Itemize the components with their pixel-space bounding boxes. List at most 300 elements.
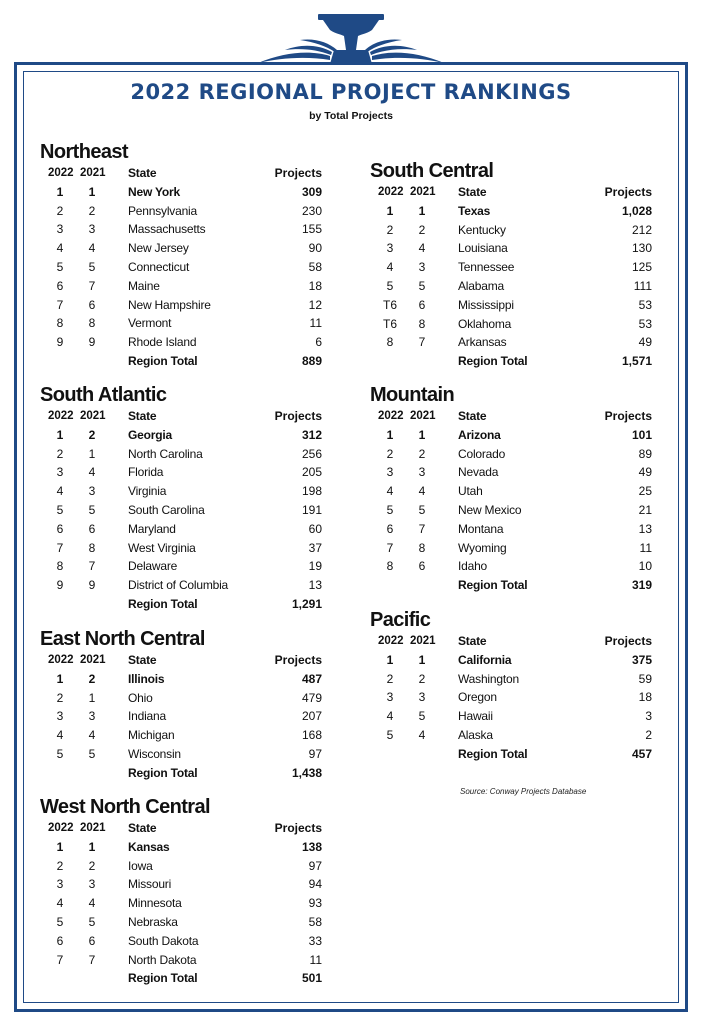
- table-row: [40, 258, 330, 277]
- table-row: [40, 670, 330, 689]
- rank-2022: 8: [56, 316, 64, 331]
- rank-2022: 1: [386, 203, 394, 218]
- crest-emblem: [0, 0, 702, 70]
- project-count: 11: [639, 540, 652, 555]
- rank-2021: 1: [418, 427, 426, 442]
- column-header-state: State: [458, 634, 487, 648]
- table-row: [40, 463, 330, 482]
- rank-2021: 5: [418, 709, 426, 724]
- rank-2022: 9: [56, 335, 64, 350]
- table-row: [40, 539, 330, 558]
- project-count: 59: [638, 671, 652, 686]
- project-count: 58: [308, 259, 322, 274]
- column-header-projects: Projects: [274, 166, 322, 180]
- rank-2022: 5: [386, 502, 394, 517]
- region-total-label: Region Total: [458, 746, 528, 761]
- column-header-2021: 2021: [80, 167, 106, 179]
- table-row: [370, 221, 660, 240]
- region-heading: East North Central: [40, 628, 205, 650]
- state-name: Ohio: [128, 690, 153, 705]
- table-row: [40, 913, 330, 932]
- table-row: [370, 463, 660, 482]
- column-header-projects: Projects: [274, 653, 322, 667]
- region-total-value: 319: [631, 578, 652, 593]
- rank-2021: 2: [88, 858, 96, 873]
- state-name: Connecticut: [128, 259, 190, 274]
- state-name: New Mexico: [458, 502, 522, 517]
- table-row: [40, 482, 330, 501]
- state-name: District of Columbia: [128, 578, 229, 593]
- state-name: South Dakota: [128, 933, 199, 948]
- table-row: [370, 707, 660, 726]
- region-total-value: 1,571: [621, 354, 652, 369]
- region-pacific: [370, 608, 660, 764]
- rank-2021: 2: [418, 222, 426, 237]
- region-heading: Northeast: [40, 141, 128, 163]
- rank-2022: 1: [56, 671, 64, 686]
- rank-2022: 8: [386, 559, 394, 574]
- region-heading: West North Central: [40, 796, 210, 818]
- rank-2022: 2: [386, 671, 394, 686]
- project-count: 1,028: [621, 203, 652, 218]
- column-header-2022: 2022: [48, 654, 74, 666]
- region-total-value: 889: [301, 353, 322, 368]
- rank-2022: 3: [56, 222, 64, 237]
- region-total-value: 457: [631, 746, 652, 761]
- project-count: 60: [308, 521, 322, 536]
- table-row: [40, 183, 330, 202]
- rank-2022: 7: [56, 952, 64, 967]
- rank-2021: 5: [418, 502, 426, 517]
- table-row: [370, 557, 660, 576]
- project-count: 3: [645, 709, 652, 724]
- column-header-row: [40, 651, 330, 670]
- rank-2022: 4: [386, 260, 394, 275]
- rank-2021: 2: [88, 203, 96, 218]
- region-heading: Mountain: [370, 384, 455, 406]
- column-header-2021: 2021: [80, 822, 106, 834]
- table-row: [40, 220, 330, 239]
- rank-2021: 3: [88, 222, 96, 237]
- rank-2021: 6: [418, 559, 426, 574]
- column-header-2021: 2021: [80, 654, 106, 666]
- column-header-row: [40, 407, 330, 426]
- region-total-row: [370, 745, 660, 764]
- rank-2021: 5: [418, 278, 426, 293]
- rank-2021: 8: [88, 540, 96, 555]
- region-total-label: Region Total: [128, 596, 198, 611]
- region-total-row: [40, 764, 330, 783]
- project-count: 49: [638, 335, 652, 350]
- table-row: [370, 520, 660, 539]
- rank-2021: 7: [418, 521, 426, 536]
- table-row: [40, 277, 330, 296]
- rank-2021: 1: [88, 690, 96, 705]
- project-count: 479: [301, 690, 322, 705]
- column-header-state: State: [128, 166, 157, 180]
- table-row: [370, 445, 660, 464]
- state-name: Illinois: [128, 671, 165, 686]
- project-count: 18: [638, 690, 652, 705]
- rank-2022: T6: [382, 316, 397, 331]
- region-heading: South Atlantic: [40, 384, 167, 406]
- rank-2021: 2: [418, 671, 426, 686]
- rank-2021: 1: [88, 184, 96, 199]
- state-name: Wisconsin: [128, 746, 181, 761]
- rank-2022: 3: [56, 465, 64, 480]
- project-count: 53: [638, 297, 652, 312]
- rank-2022: 5: [56, 502, 64, 517]
- rank-2022: 4: [56, 728, 64, 743]
- project-count: 11: [309, 316, 322, 331]
- state-name: Minnesota: [128, 896, 182, 911]
- region-south-atlantic: [40, 383, 330, 614]
- rank-2022: 5: [56, 914, 64, 929]
- project-count: 191: [301, 502, 322, 517]
- region-total-row: [370, 352, 660, 371]
- rank-2022: 3: [386, 690, 394, 705]
- rank-2021: 8: [418, 316, 426, 331]
- project-count: 19: [308, 559, 322, 574]
- state-name: Florida: [128, 465, 164, 480]
- project-count: 6: [315, 335, 322, 350]
- page-subtitle: by Total Projects: [309, 110, 393, 122]
- state-name: North Dakota: [128, 952, 197, 967]
- table-row: [40, 501, 330, 520]
- rank-2022: 6: [56, 278, 64, 293]
- column-header-2021: 2021: [410, 410, 436, 422]
- state-name: Oregon: [458, 690, 497, 705]
- state-name: Michigan: [128, 728, 175, 743]
- project-count: 53: [638, 316, 652, 331]
- state-name: Maine: [128, 278, 160, 293]
- rank-2022: 6: [56, 933, 64, 948]
- project-count: 21: [638, 502, 652, 517]
- state-name: Delaware: [128, 559, 178, 574]
- table-row: [40, 445, 330, 464]
- state-name: Tennessee: [458, 260, 515, 275]
- region-total-row: [40, 595, 330, 614]
- state-name: Missouri: [128, 877, 172, 892]
- state-name: Louisiana: [458, 241, 508, 256]
- rank-2022: 5: [386, 278, 394, 293]
- project-count: 13: [308, 578, 322, 593]
- column-header-state: State: [458, 409, 487, 423]
- rank-2021: 5: [88, 914, 96, 929]
- rank-2022: 3: [56, 709, 64, 724]
- table-row: [370, 426, 660, 445]
- rank-2021: 3: [88, 484, 96, 499]
- project-count: 13: [638, 521, 652, 536]
- state-name: Texas: [458, 203, 491, 218]
- project-count: 33: [308, 933, 322, 948]
- rank-2021: 2: [88, 427, 96, 442]
- region-west-north-central: [40, 795, 330, 988]
- rank-2022: 2: [56, 690, 64, 705]
- project-count: 90: [308, 241, 322, 256]
- project-count: 10: [638, 559, 652, 574]
- project-count: 198: [301, 484, 322, 499]
- rank-2022: 2: [386, 222, 394, 237]
- rank-2021: 9: [88, 335, 96, 350]
- column-header-state: State: [128, 653, 157, 667]
- table-row: [40, 857, 330, 876]
- project-count: 130: [631, 241, 652, 256]
- project-count: 205: [301, 465, 322, 480]
- table-row: [40, 239, 330, 258]
- rank-2022: 1: [56, 839, 64, 854]
- state-name: Arkansas: [458, 335, 507, 350]
- state-name: New York: [128, 184, 180, 199]
- region-total-row: [40, 352, 330, 371]
- table-row: [370, 670, 660, 689]
- rank-2022: 2: [56, 446, 64, 461]
- rank-2022: 7: [56, 540, 64, 555]
- state-name: Alabama: [458, 278, 504, 293]
- region-total-row: [370, 576, 660, 595]
- rank-2022: 8: [386, 335, 394, 350]
- column-header-2022: 2022: [378, 635, 404, 647]
- state-name: Vermont: [128, 316, 172, 331]
- rank-2022: 6: [386, 521, 394, 536]
- rank-2022: 2: [56, 858, 64, 873]
- state-name: Pennsylvania: [128, 203, 197, 218]
- region-total-row: [40, 969, 330, 988]
- source-note: Source: Conway Projects Database: [460, 787, 587, 796]
- state-name: Virginia: [128, 484, 167, 499]
- rank-2022: 5: [56, 259, 64, 274]
- column-header-state: State: [128, 821, 157, 835]
- project-count: 58: [308, 914, 322, 929]
- state-name: Mississippi: [458, 297, 514, 312]
- state-name: Colorado: [458, 446, 506, 461]
- column-header-2021: 2021: [410, 186, 436, 198]
- column-header-2022: 2022: [48, 410, 74, 422]
- state-name: Alaska: [458, 727, 493, 742]
- rank-2021: 4: [88, 896, 96, 911]
- column-header-state: State: [128, 409, 157, 423]
- state-name: Idaho: [458, 559, 488, 574]
- table-row: [40, 707, 330, 726]
- region-total-label: Region Total: [458, 578, 528, 593]
- project-count: 101: [631, 427, 652, 442]
- table-row: [40, 726, 330, 745]
- table-row: [370, 726, 660, 745]
- state-name: Maryland: [128, 521, 176, 536]
- rank-2022: 9: [56, 578, 64, 593]
- rank-2021: 1: [418, 203, 426, 218]
- project-count: 212: [631, 222, 652, 237]
- project-count: 155: [301, 222, 322, 237]
- state-name: Indiana: [128, 709, 166, 724]
- region-total-label: Region Total: [128, 971, 198, 986]
- rank-2021: 4: [88, 728, 96, 743]
- table-row: [370, 239, 660, 258]
- rank-2021: 6: [88, 521, 96, 536]
- state-name: Iowa: [128, 858, 153, 873]
- table-row: [370, 651, 660, 670]
- project-count: 138: [301, 839, 322, 854]
- column-header-2021: 2021: [80, 410, 106, 422]
- table-row: [40, 745, 330, 764]
- rank-2021: 6: [88, 297, 96, 312]
- project-count: 89: [638, 446, 652, 461]
- rank-2021: 6: [418, 297, 426, 312]
- rank-2021: 4: [88, 241, 96, 256]
- region-east-north-central: [40, 627, 330, 783]
- state-name: California: [458, 652, 512, 667]
- rank-2022: 8: [56, 559, 64, 574]
- state-name: North Carolina: [128, 446, 203, 461]
- rank-2021: 8: [418, 540, 426, 555]
- region-northeast: [40, 140, 330, 371]
- table-row: [370, 539, 660, 558]
- column-header-row: [370, 183, 660, 202]
- project-count: 94: [308, 877, 322, 892]
- table-row: [40, 314, 330, 333]
- rank-2021: 9: [88, 578, 96, 593]
- column-header-2022: 2022: [48, 822, 74, 834]
- rank-2021: 7: [88, 559, 96, 574]
- project-count: 37: [308, 540, 322, 555]
- table-row: [370, 482, 660, 501]
- rank-2022: 5: [386, 727, 394, 742]
- table-row: [40, 557, 330, 576]
- table-row: [40, 838, 330, 857]
- region-total-label: Region Total: [128, 765, 198, 780]
- region-total-label: Region Total: [128, 353, 198, 368]
- column-header-projects: Projects: [604, 409, 652, 423]
- region-heading: Pacific: [370, 609, 431, 631]
- state-name: Utah: [458, 484, 483, 499]
- rank-2021: 8: [88, 316, 96, 331]
- rank-2021: 4: [418, 727, 426, 742]
- column-header-2021: 2021: [410, 635, 436, 647]
- column-header-2022: 2022: [378, 186, 404, 198]
- table-row: [370, 296, 660, 315]
- project-count: 97: [308, 746, 322, 761]
- rank-2022: 4: [56, 241, 64, 256]
- project-count: 111: [633, 278, 652, 293]
- table-row: [40, 894, 330, 913]
- state-name: Hawaii: [458, 709, 493, 724]
- column-header-projects: Projects: [604, 634, 652, 648]
- table-row: [370, 202, 660, 221]
- state-name: South Carolina: [128, 502, 205, 517]
- column-header-2022: 2022: [378, 410, 404, 422]
- rank-2021: 4: [88, 465, 96, 480]
- table-row: [40, 520, 330, 539]
- rank-2021: 1: [88, 446, 96, 461]
- rank-2022: 1: [386, 427, 394, 442]
- rank-2022: 4: [56, 484, 64, 499]
- rank-2021: 3: [88, 709, 96, 724]
- table-row: [40, 932, 330, 951]
- page-title: 2022 REGIONAL PROJECT RANKINGS: [130, 80, 572, 104]
- state-name: Georgia: [128, 427, 172, 442]
- rank-2022: 3: [386, 465, 394, 480]
- table-row: [370, 315, 660, 334]
- rank-2022: 7: [56, 297, 64, 312]
- rank-2021: 3: [418, 690, 426, 705]
- rank-2022: 1: [386, 652, 394, 667]
- rank-2021: 4: [418, 484, 426, 499]
- rank-2022: 3: [386, 241, 394, 256]
- project-count: 312: [301, 427, 322, 442]
- rank-2022: 6: [56, 521, 64, 536]
- project-count: 97: [308, 858, 322, 873]
- rank-2021: 1: [418, 652, 426, 667]
- table-row: [40, 951, 330, 970]
- column-header-row: [40, 819, 330, 838]
- rank-2021: 7: [88, 278, 96, 293]
- column-header-row: [40, 164, 330, 183]
- state-name: Arizona: [458, 427, 501, 442]
- rank-2022: 2: [56, 203, 64, 218]
- project-count: 93: [308, 896, 322, 911]
- state-name: Washington: [458, 671, 519, 686]
- project-count: 12: [308, 297, 322, 312]
- state-name: Oklahoma: [458, 316, 512, 331]
- table-row: [40, 689, 330, 708]
- project-count: 256: [301, 446, 322, 461]
- project-count: 11: [309, 952, 322, 967]
- state-name: West Virginia: [128, 540, 196, 555]
- rank-2021: 6: [88, 933, 96, 948]
- project-count: 207: [301, 709, 322, 724]
- state-name: New Jersey: [128, 241, 189, 256]
- region-total-value: 501: [301, 971, 322, 986]
- column-header-projects: Projects: [274, 821, 322, 835]
- rank-2021: 5: [88, 259, 96, 274]
- project-count: 309: [301, 184, 322, 199]
- table-row: [40, 875, 330, 894]
- region-south-central: [370, 159, 660, 371]
- rank-2022: 1: [56, 184, 64, 199]
- project-count: 18: [308, 278, 322, 293]
- project-count: 168: [301, 728, 322, 743]
- column-header-state: State: [458, 185, 487, 199]
- rank-2022: 7: [386, 540, 394, 555]
- rank-2021: 1: [88, 839, 96, 854]
- state-name: Nevada: [458, 465, 499, 480]
- table-row: [370, 688, 660, 707]
- column-header-projects: Projects: [604, 185, 652, 199]
- rank-2022: 4: [386, 484, 394, 499]
- rank-2021: 3: [88, 877, 96, 892]
- table-row: [370, 333, 660, 352]
- rank-2022: T6: [382, 297, 397, 312]
- project-count: 230: [301, 203, 322, 218]
- column-header-row: [370, 407, 660, 426]
- column-header-row: [370, 632, 660, 651]
- state-name: Massachusetts: [128, 222, 206, 237]
- state-name: Kansas: [128, 839, 170, 854]
- table-row: [370, 501, 660, 520]
- table-row: [40, 333, 330, 352]
- project-count: 2: [645, 727, 652, 742]
- rank-2021: 7: [88, 952, 96, 967]
- rank-2021: 3: [418, 465, 426, 480]
- rank-2021: 3: [418, 260, 426, 275]
- project-count: 25: [638, 484, 652, 499]
- region-total-value: 1,438: [291, 765, 322, 780]
- rank-2022: 4: [56, 896, 64, 911]
- column-header-2022: 2022: [48, 167, 74, 179]
- table-row: [40, 202, 330, 221]
- rank-2021: 2: [418, 446, 426, 461]
- state-name: Kentucky: [458, 222, 506, 237]
